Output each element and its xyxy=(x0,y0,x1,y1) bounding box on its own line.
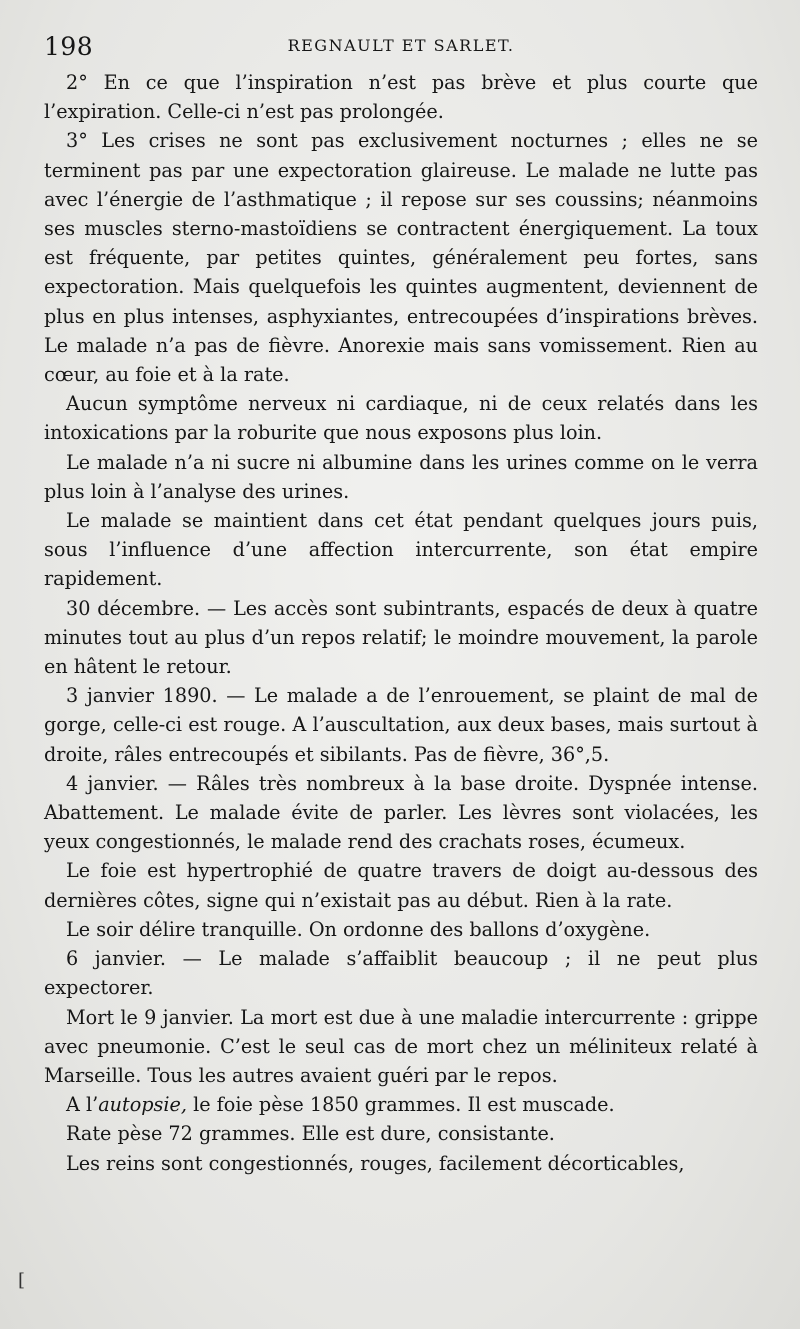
page-number: 198 xyxy=(44,32,94,61)
paragraph: Mort le 9 janvier. La mort est due à une maladie intercurrente : grippe avec pneumonie. C’est le seul cas de mort chez un méliniteux relaté à Marseille. Tous les autres avaient guéri par le repos. xyxy=(44,1005,758,1087)
running-title: REGNAULT ET SARLET. xyxy=(287,36,515,55)
paragraph: Aucun symptôme nerveux ni cardiaque, ni de ceux relatés dans les intoxications par la roburite que nous exposons plus loin. xyxy=(44,392,758,445)
paragraph: 2° En ce que l’inspiration n’est pas brève et plus courte que l’expiration. Celle-ci n’est pas prolongée. xyxy=(44,71,758,124)
paragraph: 6 janvier. — Le malade s’affaiblit beaucoup ; il ne peut plus expectorer. xyxy=(44,947,758,1000)
paragraph: Le foie est hypertrophié de quatre travers de doigt au-dessous des dernières côtes, signe qui n’existait pas au début. Rien à la rate. xyxy=(44,859,758,912)
paragraph: Le malade n’a ni sucre ni albumine dans les urines comme on le verra plus loin à l’analyse des urines. xyxy=(44,450,758,503)
body-text xyxy=(44,68,758,1178)
paragraph: Les reins sont congestionnés, rouges, facilement décorticables, xyxy=(66,1151,685,1175)
margin-bracket-mark: [ xyxy=(18,1270,26,1291)
autopsy-rest: le foie pèse 1850 grammes. Il est muscade. xyxy=(186,1093,615,1117)
paragraph: Rate pèse 72 grammes. Elle est dure, consistante. xyxy=(66,1122,555,1146)
running-head xyxy=(44,28,758,64)
autopsy-lead: A l’ xyxy=(66,1093,99,1117)
paragraph: Le soir délire tranquille. On ordonne des ballons d’oxygène. xyxy=(66,917,651,941)
autopsy-paragraph xyxy=(44,1090,758,1119)
paragraph: Le malade se maintient dans cet état pendant quelques jours puis, sous l’influence d’une affection intercurrente, son état empire rapidement. xyxy=(44,509,758,591)
paragraph: 3 janvier 1890. — Le malade a de l’enrouement, se plaint de mal de gorge, celle-ci est rouge. A l’auscultation, aux deux bases, mais surtout à droite, râles entrecoupés et sibilants. Pas de fièvre, 36°,5. xyxy=(44,684,758,766)
paragraph: 30 décembre. — Les accès sont subintrants, espacés de deux à quatre minutes tout au plus d’un repos relatif; le moindre mouvement, la parole en hâtent le retour. xyxy=(44,596,758,679)
paragraph: 4 janvier. — Râles très nombreux à la base droite. Dyspnée intense. Abattement. Le malade évite de parler. Les lèvres sont violacées, les yeux congestionnés, le malade rend des crachats roses, écumeux. xyxy=(44,771,758,854)
paragraph: 3° Les crises ne sont pas exclusivement nocturnes ; elles ne se terminent pas par une expectoration glaireuse. Le malade ne lutte pas avec l’énergie de l’asthmatique ; il repose sur ses coussins; néanmoins ses muscles sterno-mastoïdiens se contractent énergiquement. La toux est fréquente, par petites quintes, généralement peu fortes, sans expectoration. Mais quelquefois les quintes augmentent, deviennent de plus en plus intenses, asphyxiantes, entrecoupées d’inspirations brèves. Le malade n’a pas de fièvre. Anorexie mais sans vomissement. Rien au cœur, au foie et à la rate. xyxy=(44,129,758,387)
autopsy-term: autopsie, xyxy=(98,1093,187,1117)
